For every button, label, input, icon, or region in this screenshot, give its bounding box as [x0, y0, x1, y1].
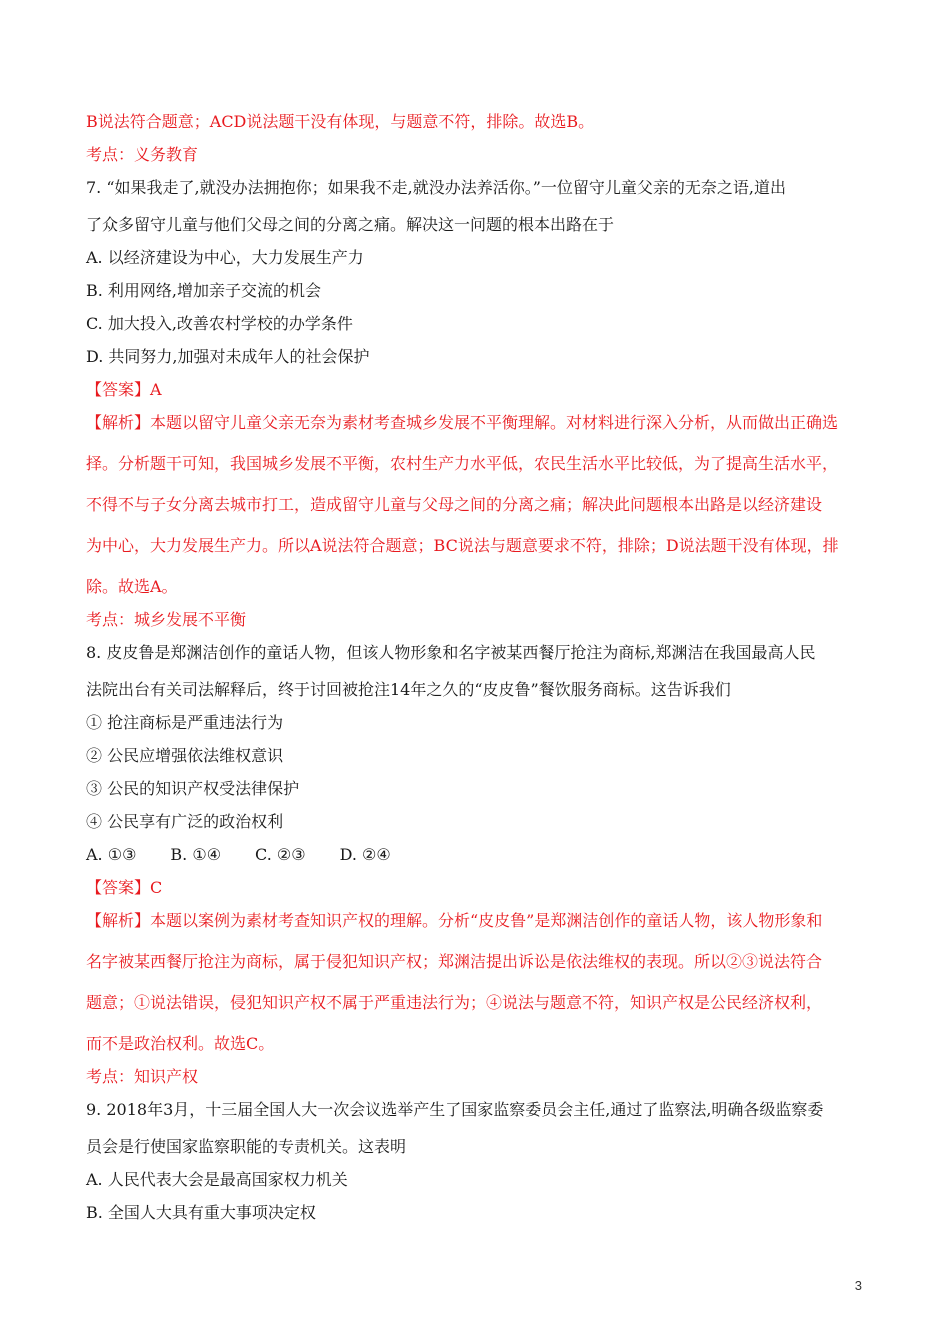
q7-stem-line-2: 了众多留守儿童与他们父母之间的分离之痛。解决这一问题的根本出路在于 — [86, 215, 615, 234]
q8-item-2: ② 公民应增强依法维权意识 — [86, 746, 284, 765]
q8-analysis-line-2: 名字被某西餐厅抢注为商标，属于侵犯知识产权；郑渊洁提出诉讼是依法维权的表现。所以②③说法符合 — [86, 952, 823, 971]
q9-stem-line-1: 9. 2018年3月，十三届全国人大一次会议选举产生了国家监察委员会主任,通过了监察法,明确各级监察委 — [86, 1100, 824, 1119]
prev-topic: 考点：义务教育 — [86, 145, 199, 164]
q7-option-d: D. 共同努力,加强对未成年人的社会保护 — [86, 347, 370, 366]
q8-analysis-line-4: 而不是政治权利。故选C。 — [86, 1034, 275, 1053]
page-number: 3 — [854, 1278, 862, 1293]
q8-topic: 考点：知识产权 — [86, 1067, 199, 1086]
q7-analysis-line-1: 【解析】本题以留守儿童父亲无奈为素材考查城乡发展不平衡理解。对材料进行深入分析，从而做出正确选 — [86, 413, 839, 432]
q8-stem-line-1: 8. 皮皮鲁是郑渊洁创作的童话人物，但该人物形象和名字被某西餐厅抢注为商标,郑渊洁在我国最高人民 — [86, 643, 816, 662]
q7-option-c: C. 加大投入,改善农村学校的办学条件 — [86, 314, 353, 333]
q7-option-b: B. 利用网络,增加亲子交流的机会 — [86, 281, 322, 300]
prev-analysis-end: B说法符合题意；ACD说法题干没有体现，与题意不符，排除。故选B。 — [86, 112, 595, 131]
q8-item-1: ① 抢注商标是严重违法行为 — [86, 713, 284, 732]
q8-answer: 【答案】C — [86, 878, 163, 897]
q8-option-b: B. ①④ — [170, 845, 222, 864]
q7-option-a: A. 以经济建设为中心，大力发展生产力 — [86, 248, 364, 267]
q8-option-a: A. ①③ — [86, 845, 137, 864]
q8-options — [86, 845, 871, 865]
q8-option-d: D. ②④ — [339, 845, 391, 864]
q7-answer: 【答案】A — [86, 380, 162, 399]
q8-analysis-line-3: 题意；①说法错误，侵犯知识产权不属于严重违法行为；④说法与题意不符，知识产权是公民经济权利， — [86, 993, 823, 1012]
q8-analysis-line-1: 【解析】本题以案例为素材考查知识产权的理解。分析“皮皮鲁”是郑渊洁创作的童话人物，该人物形象和 — [86, 911, 823, 930]
q8-option-c: C. ②③ — [255, 845, 306, 864]
q9-option-b: B. 全国人大具有重大事项决定权 — [86, 1203, 316, 1222]
q7-stem-line-1: 7. “如果我走了,就没办法拥抱你；如果我不走,就没办法养活你。”一位留守儿童父亲的无奈之语,道出 — [86, 178, 786, 197]
document-page — [86, 112, 871, 1223]
q9-stem-line-2: 员会是行使国家监察职能的专责机关。这表明 — [86, 1137, 407, 1156]
q7-analysis-line-5: 除。故选A。 — [86, 577, 178, 596]
q8-item-4: ④ 公民享有广泛的政治权利 — [86, 812, 284, 831]
q8-stem-line-2: 法院出台有关司法解释后，终于讨回被抢注14年之久的“皮皮鲁”餐饮服务商标。这告诉我们 — [86, 680, 731, 699]
q7-topic: 考点：城乡发展不平衡 — [86, 610, 247, 629]
q8-item-3: ③ 公民的知识产权受法律保护 — [86, 779, 300, 798]
q9-option-a: A. 人民代表大会是最高国家权力机关 — [86, 1170, 348, 1189]
q7-analysis-line-3: 不得不与子女分离去城市打工，造成留守儿童与父母之间的分离之痛；解决此问题根本出路是以经济建设 — [86, 495, 823, 514]
q7-analysis-line-4: 为中心，大力发展生产力。所以A说法符合题意；BC说法与题意要求不符，排除；D说法题干没有体现，排 — [86, 536, 839, 555]
q7-analysis-line-2: 择。分析题干可知，我国城乡发展不平衡，农村生产力水平低，农民生活水平比较低，为了提高生活水平， — [86, 454, 839, 473]
